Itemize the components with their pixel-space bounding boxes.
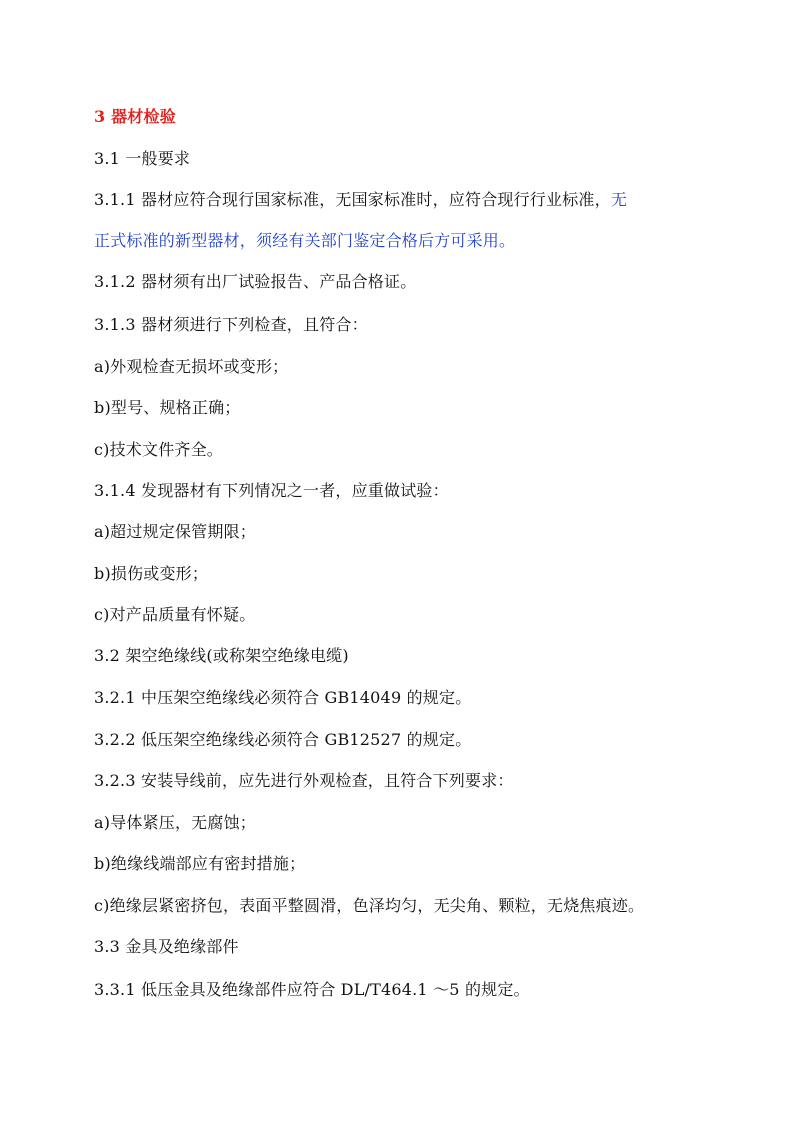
list-item: a)外观检查无损坏或变形；	[94, 357, 289, 376]
highlight-text: 无	[610, 190, 628, 209]
paragraph-line: 3.3.1 低压金具及绝缘部件应符合 DL/T464.1 ～5 的规定。	[94, 980, 530, 999]
list-item: c)对产品质量有怀疑。	[94, 605, 256, 624]
paragraph-line: 3.1.3 器材须进行下列检查，且符合：	[94, 315, 368, 334]
section-heading: 3 器材检验	[94, 107, 176, 126]
subsection-title: 3.3 金具及绝缘部件	[94, 937, 239, 956]
list-item: a)导体紧压，无腐蚀；	[94, 813, 256, 832]
highlight-line: 正式标准的新型器材，须经有关部门鉴定合格后方可采用。	[94, 231, 516, 250]
paragraph-text: 3.1.1 器材应符合现行国家标准，无国家标准时，应符合现行行业标准，	[94, 190, 611, 209]
paragraph-line	[94, 189, 627, 211]
paragraph-line: 3.2.1 中压架空绝缘线必须符合 GB14049 的规定。	[94, 688, 472, 707]
paragraph-line: 3.2.3 安装导线前，应先进行外观检查，且符合下列要求：	[94, 771, 514, 790]
paragraph-line: 3.1.4 发现器材有下列情况之一者，应重做试验：	[94, 481, 449, 500]
list-item: c)绝缘层紧密挤包，表面平整圆滑，色泽均匀，无尖角、颗粒，无烧焦痕迹。	[94, 896, 645, 915]
subsection-title: 3.2 架空绝缘线(或称架空绝缘电缆)	[94, 646, 349, 665]
list-item: c)技术文件齐全。	[94, 440, 224, 459]
list-item: b)型号、规格正确；	[94, 398, 241, 417]
list-item: b)绝缘线端部应有密封措施；	[94, 854, 306, 873]
paragraph-line: 3.2.2 低压架空绝缘线必须符合 GB12527 的规定。	[94, 730, 472, 749]
list-item: b)损伤或变形；	[94, 564, 209, 583]
subsection-title: 3.1 一般要求	[94, 149, 191, 168]
list-item: a)超过规定保管期限；	[94, 522, 256, 541]
paragraph-line: 3.1.2 器材须有出厂试验报告、产品合格证。	[94, 272, 417, 291]
